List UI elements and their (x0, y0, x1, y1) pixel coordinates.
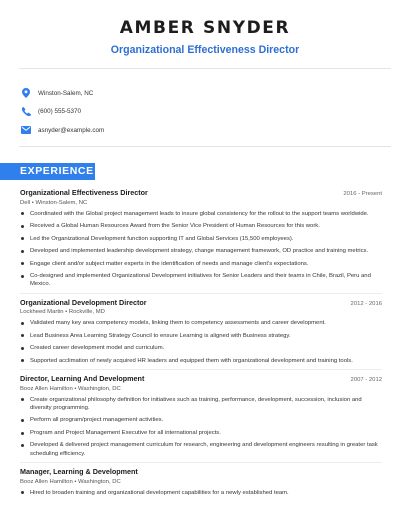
contact-divider (19, 146, 391, 147)
contact-phone (20, 103, 390, 121)
bullet-item: Create organizational philosophy definition for initiatives such as training, performance, development, succession, inclusion and diversity programming. (20, 396, 382, 412)
bullet-item: Received a Global Human Resources Award from the Senior Vice President of Human Resources for this work. (20, 222, 382, 230)
bullet-item: Created career development model and curriculum. (20, 344, 382, 352)
bullet-item: Developed and implemented leadership development strategy, change management framework, OD practice and training metrics. (20, 247, 382, 255)
job-bullets (20, 210, 382, 289)
job-title: Manager, Learning & Development (20, 467, 138, 477)
bullet-item: Coordinated with the Global project management leads to insure global consistency for the rollout to the support teams worldwide. (20, 210, 382, 218)
job-entry (20, 374, 382, 458)
job-title: Director, Learning And Development (20, 374, 145, 384)
job-entry (20, 298, 382, 365)
location-pin-icon (20, 87, 32, 99)
mail-icon (20, 124, 32, 136)
job-company: Dell • Winston-Salem, NC (20, 199, 88, 206)
contact-phone-text: (600) 555-5370 (38, 108, 82, 115)
job-divider (20, 369, 382, 370)
bullet-item: Supported acclimation of newly acquired HR leaders and equipped them with organizational development and training tools. (20, 357, 382, 365)
job-divider (20, 462, 382, 463)
header-divider (19, 68, 391, 69)
bullet-item: Validated many key area competency models, linking them to competency assessments and career development. (20, 319, 382, 327)
contact-location (20, 84, 390, 102)
bullet-item: Perform all program/project management activities. (20, 416, 382, 424)
bullet-item: Led the Organizational Development function supporting IT and Global Services (15,500 employees). (20, 235, 382, 243)
contact-email (20, 121, 390, 139)
job-title: Organizational Development Director (20, 297, 147, 307)
job-bullets (20, 396, 382, 458)
job-dates: 2016 - Present (343, 191, 382, 197)
experience-list (20, 188, 382, 501)
bullet-item: Co-designed and implemented Organizational Development initiatives for Senior Leaders and their teams in Chile, Brazil, Peru and Mexico. (20, 272, 382, 288)
bullet-item: Engage client and/or subject matter experts in the identification of needs and manage client's expectations. (20, 260, 382, 268)
bullet-item: Hired to broaden training and organizational development capabilities for a newly established team. (20, 489, 382, 497)
phone-icon (20, 106, 32, 118)
bullet-item: Program and Project Management Executive for all international projects. (20, 429, 382, 437)
contact-list (20, 84, 390, 140)
job-company: Booz Allen Hamilton • Washington, DC (20, 385, 121, 392)
candidate-role: Organizational Effectiveness Director (110, 44, 300, 56)
job-dates: 2007 - 2012 (350, 377, 382, 384)
job-company: Lockheed Martin • Rockville, MD (20, 309, 105, 316)
contact-email-text: asnyder@example.com (38, 126, 105, 134)
job-entry (20, 188, 382, 288)
job-bullets (20, 489, 382, 497)
job-bullets (20, 319, 382, 365)
candidate-name: AMBER SNYDER (119, 18, 291, 38)
job-title: Organizational Effectiveness Director (20, 188, 148, 197)
bullet-item: Developed & delivered project management curriculum for research, engineering and development engineers resulting in greater task scheduling efficiency. (20, 441, 382, 457)
section-title: EXPERIENCE (20, 165, 94, 177)
experience-section-bar (0, 163, 95, 180)
contact-location-text: Winston-Salem, NC (38, 89, 94, 97)
bullet-item: Lead Business Area Learning Strategy Council to ensure Learning is aligned with Business strategy. (20, 332, 382, 340)
resume-header (0, 18, 410, 56)
job-divider (20, 293, 382, 294)
job-company: Booz Allen Hamilton • Washington, DC (20, 478, 121, 485)
job-entry (20, 467, 382, 497)
job-dates: 2012 - 2016 (350, 300, 382, 307)
